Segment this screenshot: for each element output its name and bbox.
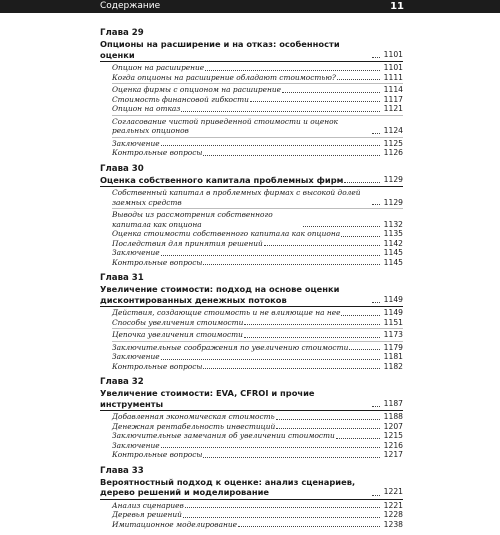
page-ref: 1101 — [383, 49, 403, 59]
dot-leader — [161, 447, 380, 448]
chapter-title: Увеличение стоимости: подход на основе оценки дисконтированных денежных потоков — [100, 284, 340, 305]
entry-title: Контрольные вопросы — [112, 148, 203, 157]
page-ref: 1142 — [383, 238, 403, 248]
chapter-title-row[interactable] — [100, 39, 403, 60]
chapter-label: Глава 33 — [100, 465, 144, 476]
entry-title: Стоимость финансовой гибкости — [112, 94, 249, 104]
entry-title: Согласование чистой приведенной стоимости и оценок реальных опционов — [112, 116, 338, 135]
toc-entry[interactable] — [100, 210, 403, 229]
chapter-title: Опционы на расширение и на отказ: особенности оценки — [100, 39, 340, 60]
dot-leader — [344, 182, 380, 183]
page-header — [0, 0, 500, 13]
dot-leader — [181, 111, 380, 112]
page-ref: 1145 — [383, 248, 403, 257]
chapter-title: Оценка собственного капитала проблемных фирм — [100, 174, 344, 185]
page-ref: 1173 — [383, 330, 403, 339]
page-ref: 1125 — [383, 138, 403, 148]
toc-entry[interactable] — [100, 258, 403, 268]
dot-leader — [336, 438, 380, 439]
page-ref: 1238 — [383, 519, 403, 529]
chapter-29 — [100, 28, 403, 158]
entry-title: Заключение — [112, 352, 160, 361]
divider — [112, 83, 403, 84]
entry-title: Выводы из рассмотрения собственного капитала как опциона — [112, 210, 273, 229]
entry-title: Заключение — [112, 138, 160, 148]
entry-title: Добавленная экономическая стоимость — [112, 412, 275, 421]
entry-title: Денежная рентабельность инвестиций — [112, 421, 276, 431]
dot-leader — [203, 264, 380, 265]
dot-leader — [341, 315, 380, 316]
toc-entry[interactable] — [100, 343, 403, 353]
divider — [100, 61, 403, 62]
divider — [112, 341, 403, 342]
toc-entry[interactable] — [100, 148, 403, 158]
toc-entry[interactable] — [100, 95, 403, 105]
chapter-title-row[interactable] — [100, 284, 403, 305]
page-ref: 1117 — [383, 94, 403, 104]
dot-leader — [203, 457, 380, 458]
page-number: 11 — [390, 1, 404, 12]
entry-title: Заключение — [112, 248, 160, 257]
page-ref: 1215 — [383, 431, 403, 440]
page-ref: 1149 — [383, 294, 403, 304]
toc-entry[interactable] — [100, 117, 403, 136]
entry-title: Действия, создающие стоимость и не влияющие на нее — [112, 308, 341, 317]
entry-title: Контрольные вопросы — [112, 361, 203, 371]
dot-leader — [372, 302, 380, 303]
dot-leader — [238, 526, 380, 527]
chapter-title: Увеличение стоимости: EVA, CFROI и прочие инструменты — [100, 388, 315, 409]
entry-title: Контрольные вопросы — [112, 257, 203, 267]
entry-title: Оценка стоимости собственного капитала как опциона — [112, 229, 341, 238]
toc-entry[interactable] — [100, 450, 403, 460]
dot-leader — [276, 419, 380, 420]
page-ref: 1151 — [383, 317, 403, 327]
dot-leader — [372, 133, 380, 134]
toc-entry[interactable] — [100, 239, 403, 249]
dot-leader — [372, 204, 380, 205]
entry-title: Анализ сценариев — [112, 500, 184, 510]
dot-leader — [203, 155, 380, 156]
page-ref: 1149 — [383, 308, 403, 317]
dot-leader — [161, 255, 380, 256]
toc-entry[interactable] — [100, 139, 403, 149]
divider — [112, 115, 403, 116]
dot-leader — [341, 236, 380, 237]
dot-leader — [161, 145, 380, 146]
dot-leader — [250, 101, 380, 102]
toc-entry[interactable] — [100, 318, 403, 328]
dot-leader — [264, 245, 380, 246]
toc-entry[interactable] — [100, 85, 403, 95]
entry-title: Собственный капитал в проблемных фирмах с высокой долей заемных средств — [112, 188, 361, 207]
divider — [112, 137, 403, 138]
chapter-31 — [100, 273, 403, 371]
toc-entry[interactable] — [100, 510, 403, 520]
dot-leader — [372, 406, 380, 407]
entry-title: Заключительные замечания об увеличении стоимости — [112, 431, 335, 440]
page-ref: 1181 — [383, 352, 403, 361]
dot-leader — [244, 324, 380, 325]
table-of-contents — [100, 28, 403, 535]
page-ref: 1124 — [383, 126, 403, 135]
chapter-title-row[interactable] — [100, 477, 403, 498]
page-ref: 1187 — [383, 398, 403, 408]
entry-title: Последствия для принятия решений — [112, 238, 263, 248]
divider — [100, 186, 403, 187]
toc-entry[interactable] — [100, 412, 403, 422]
dot-leader — [203, 368, 380, 369]
chapter-label: Глава 29 — [100, 28, 144, 38]
page-ref: 1217 — [383, 450, 403, 459]
page-ref: 1221 — [383, 487, 403, 496]
toc-entry[interactable] — [100, 330, 403, 340]
entry-title: Деревья решений — [112, 510, 182, 519]
dot-leader — [282, 92, 380, 93]
page-ref: 1101 — [383, 63, 403, 72]
chapter-label: Глава 32 — [100, 377, 144, 387]
dot-leader — [372, 57, 380, 58]
page-ref: 1207 — [383, 421, 403, 431]
entry-title: Когда опционы на расширение обладают стоимостью? — [112, 72, 336, 82]
page-ref: 1114 — [383, 85, 403, 94]
chapter-title: Вероятностный подход к оценке: анализ сценариев, дерево решений и моделирование — [100, 476, 356, 497]
toc-entry[interactable] — [100, 188, 403, 207]
page-ref: 1129 — [383, 197, 403, 207]
page-ref: 1188 — [383, 412, 403, 421]
toc-entry[interactable] — [100, 352, 403, 362]
chapter-title-row[interactable] — [100, 175, 403, 186]
entry-title: Заключение — [112, 440, 160, 450]
entry-title: Способы увеличения стоимости — [112, 317, 244, 327]
chapter-title-row[interactable] — [100, 388, 403, 409]
chapter-label: Глава 31 — [100, 273, 144, 283]
entry-title: Цепочка увеличения стоимости — [112, 330, 243, 339]
dot-leader — [244, 337, 380, 338]
page-ref: 1132 — [383, 219, 403, 229]
page-ref: 1111 — [383, 72, 403, 82]
dot-leader — [183, 517, 380, 518]
entry-title: Контрольные вопросы — [112, 450, 203, 459]
page-ref: 1126 — [383, 148, 403, 157]
entry-title: Опцион на расширение — [112, 63, 205, 72]
divider — [100, 499, 403, 500]
page-ref: 1135 — [383, 229, 403, 238]
page-ref: 1182 — [383, 361, 403, 371]
running-head-section: Содержание — [100, 1, 161, 11]
divider — [112, 328, 403, 329]
entry-title: Опцион на отказ — [112, 104, 181, 113]
dot-leader — [276, 428, 380, 429]
toc-entry[interactable] — [100, 422, 403, 432]
entry-title: Заключительные соображения по увеличению стоимости — [112, 342, 349, 352]
toc-entry[interactable] — [100, 308, 403, 318]
dot-leader — [205, 70, 380, 71]
toc-entry[interactable] — [100, 73, 403, 83]
toc-entry[interactable] — [100, 520, 403, 530]
toc-entry[interactable] — [100, 431, 403, 441]
dot-leader — [303, 226, 380, 227]
dot-leader — [349, 349, 380, 350]
toc-entry[interactable] — [100, 501, 403, 511]
chapter-33 — [100, 466, 403, 530]
dot-leader — [372, 495, 380, 496]
toc-entry[interactable] — [100, 441, 403, 451]
dot-leader — [337, 79, 380, 80]
divider — [100, 410, 403, 411]
divider — [100, 306, 403, 307]
chapter-30 — [100, 164, 403, 268]
chapter-label: Глава 30 — [100, 163, 144, 174]
page-ref: 1145 — [383, 257, 403, 267]
page-ref: 1228 — [383, 510, 403, 519]
page-ref: 1221 — [383, 500, 403, 510]
toc-entry[interactable] — [100, 63, 403, 73]
toc-entry[interactable] — [100, 229, 403, 239]
entry-title: Оценка фирмы с опционом на расширение — [112, 85, 282, 94]
toc-entry[interactable] — [100, 104, 403, 114]
chapter-32 — [100, 377, 403, 460]
entry-title: Имитационное моделирование — [112, 519, 238, 529]
dot-leader — [161, 359, 380, 360]
toc-entry[interactable] — [100, 362, 403, 372]
dot-leader — [185, 507, 380, 508]
toc-entry[interactable] — [100, 248, 403, 258]
page-ref: 1179 — [383, 342, 403, 352]
page-ref: 1121 — [383, 104, 403, 113]
divider — [112, 208, 403, 209]
page-ref: 1129 — [383, 174, 403, 184]
page-ref: 1216 — [383, 440, 403, 450]
